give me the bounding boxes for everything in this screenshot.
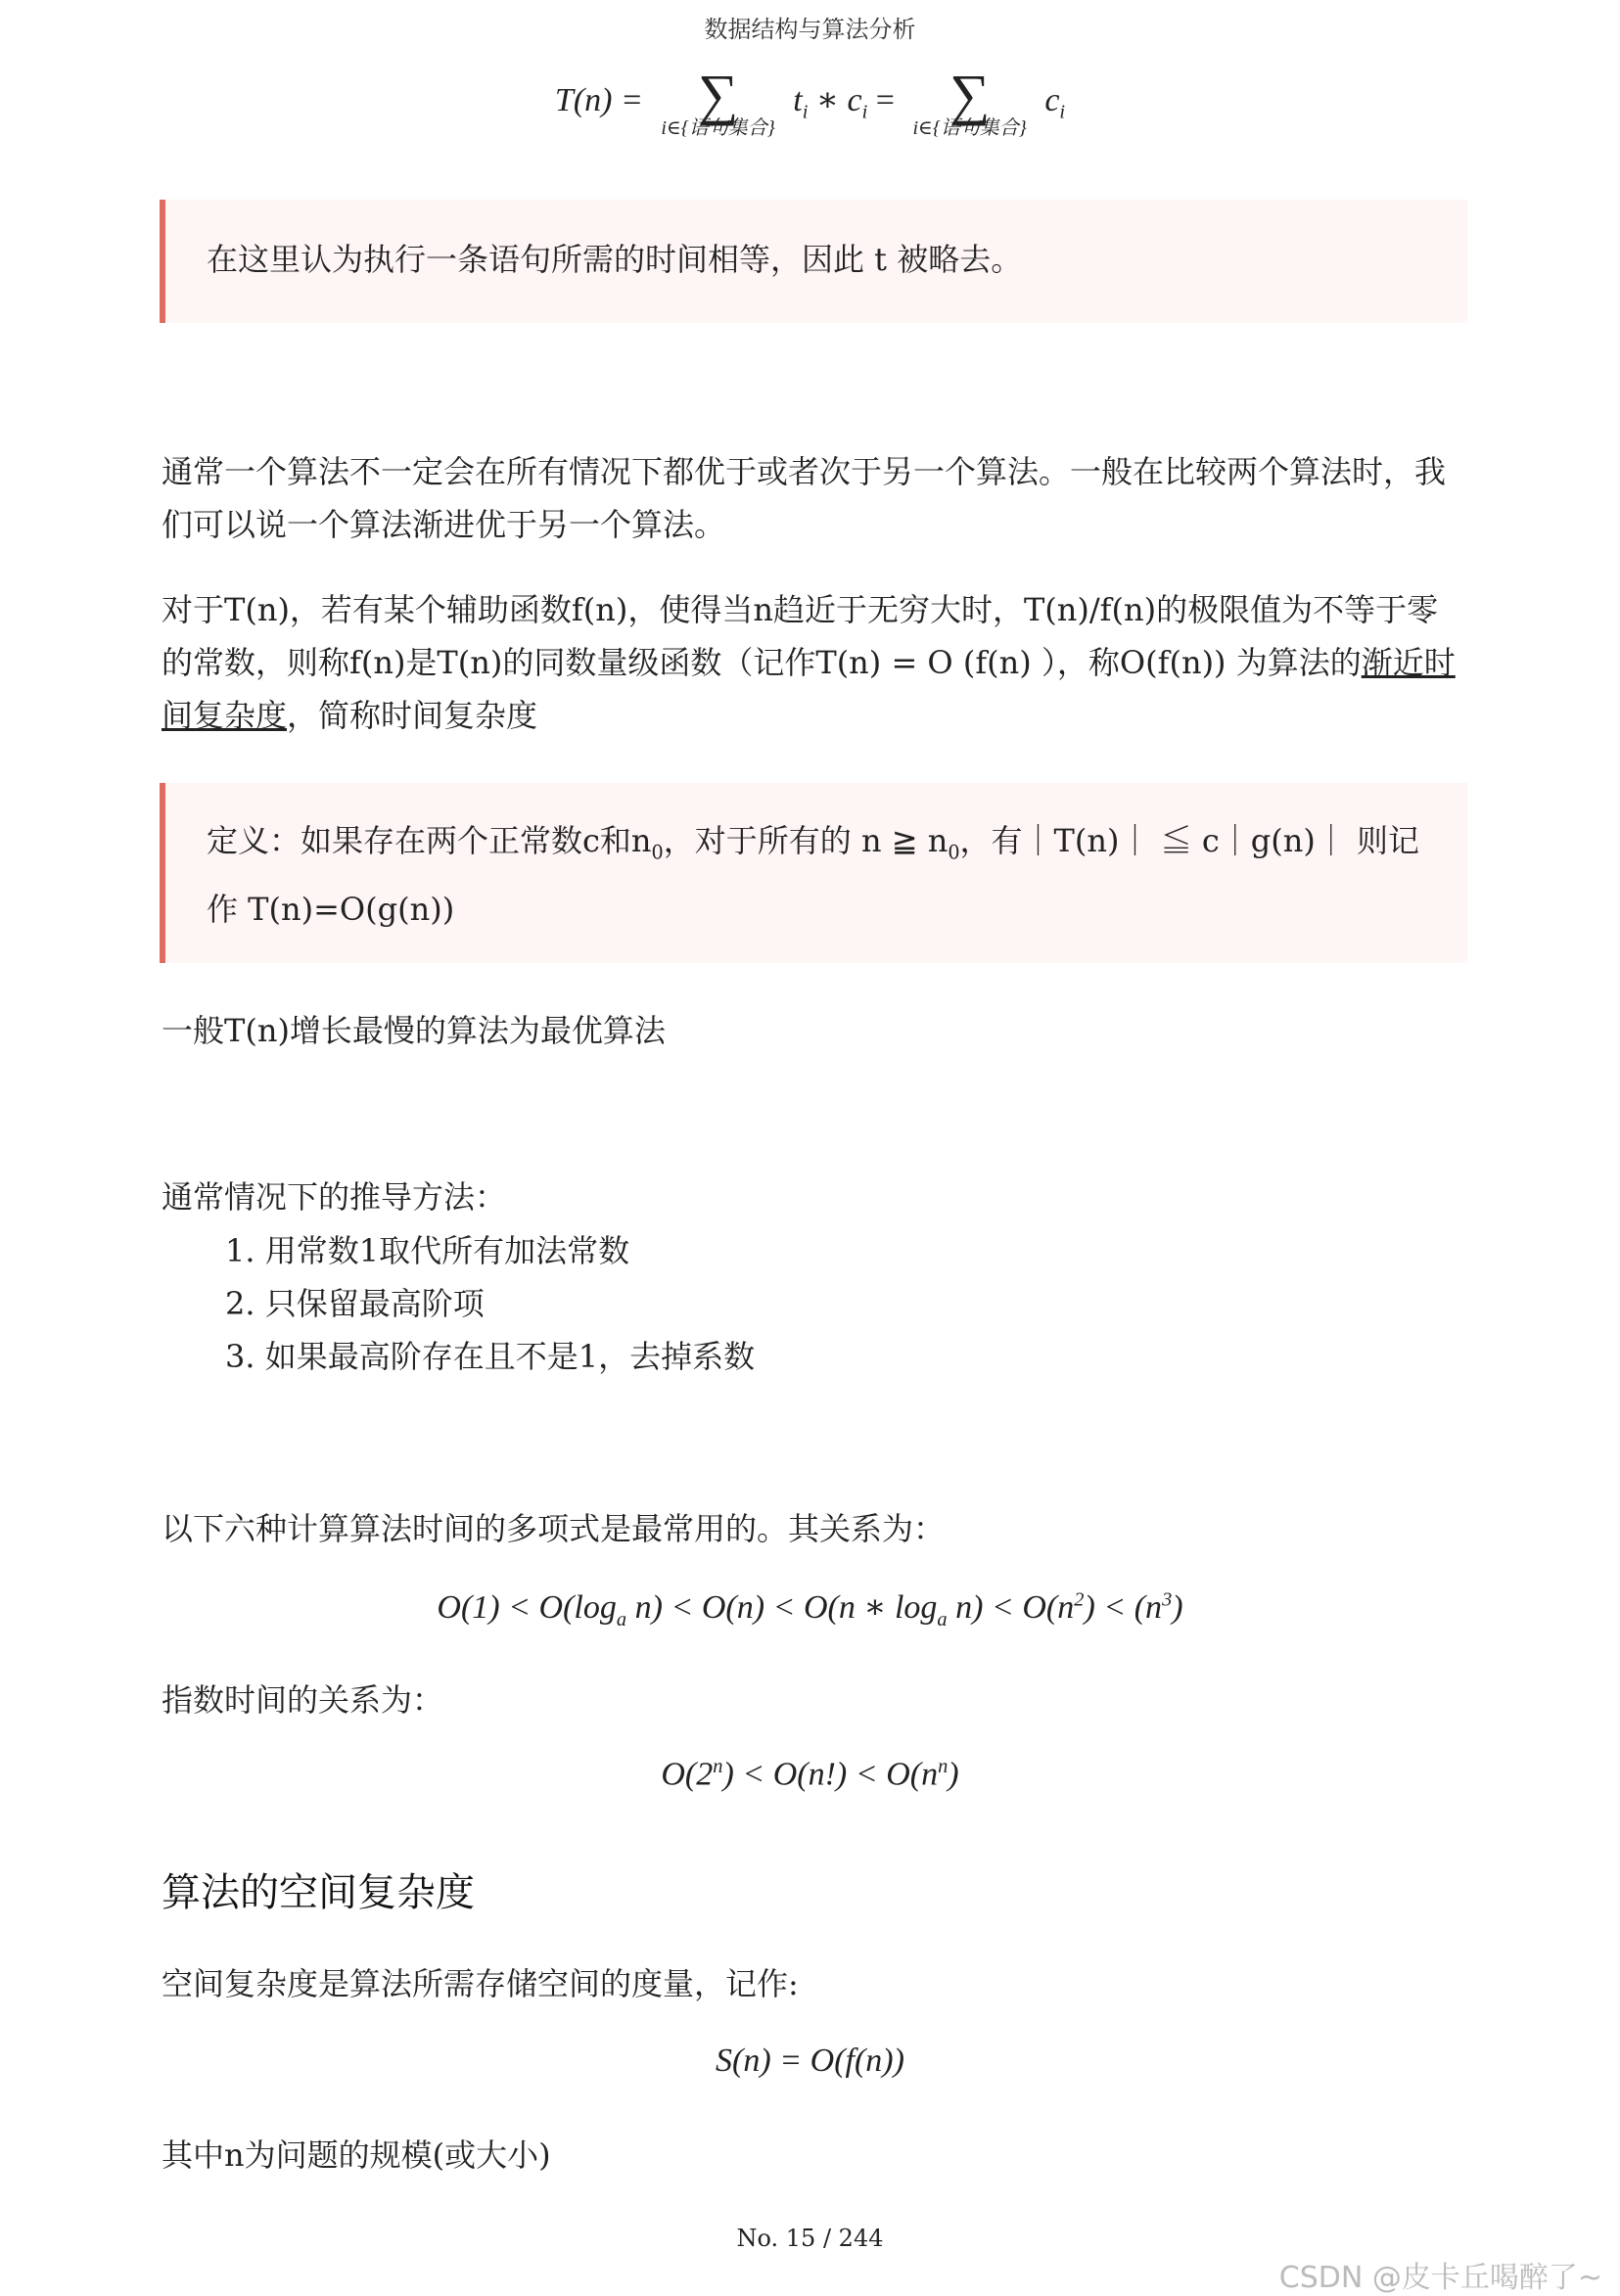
polynomial-formula — [0, 1587, 1620, 1631]
definition-part2: ，对于所有的 n ≧ n — [663, 822, 949, 859]
definition-blockquote — [160, 783, 1467, 963]
page-number: No. 15 / 244 — [736, 2225, 884, 2252]
exp-exp2: n — [938, 1756, 949, 1777]
note-text: 在这里认为执行一条语句所需的时间相等，因此 t 被略去。 — [207, 241, 1023, 278]
paragraph-definition — [162, 583, 1463, 742]
formula-term2: c — [847, 81, 862, 118]
paragraph-exponential: 指数时间的关系为： — [162, 1681, 444, 1719]
formula-term1: t — [793, 81, 803, 118]
definition-quote-text — [165, 783, 1467, 938]
space-formula: S(n) = O(f(n)) — [716, 2043, 904, 2079]
sum-symbol-1: ∑ i∈{语句集合} — [661, 63, 775, 139]
definition-sub2: 0 — [948, 841, 960, 864]
derivation-list — [225, 1224, 755, 1383]
derivation-step: 3. 如果最高阶存在且不是1，去掉系数 — [225, 1338, 756, 1375]
poly-part1: O(1) < O(log — [437, 1589, 617, 1626]
exponential-formula — [0, 1756, 1620, 1793]
document-header: 数据结构与算法分析 — [704, 16, 916, 43]
watermark: CSDN @皮卡丘喝醉了~ — [1278, 2261, 1602, 2295]
space-complexity-term: 空间复杂度 — [162, 1965, 319, 2002]
time-formula — [0, 63, 1620, 139]
paragraph-optimal: 一般T(n)增长最慢的算法为最优算法 — [162, 1012, 666, 1049]
exp-part3: ) — [948, 1756, 959, 1793]
exp-part2: ) < O(n!) < O(n — [722, 1756, 939, 1793]
formula-eq: = — [867, 81, 903, 118]
poly-part4: ) < (n — [1084, 1589, 1163, 1626]
formula-term1-sub: i — [802, 101, 809, 123]
formula-lhs: T(n) = — [554, 81, 652, 118]
poly-part3: n) < O(n — [947, 1589, 1075, 1626]
poly-sub1: a — [616, 1608, 627, 1630]
formula-term3-sub: i — [1059, 101, 1066, 123]
sum-sub-1: i∈{语句集合} — [661, 117, 775, 139]
derivation-intro: 通常情况下的推导方法： — [162, 1178, 507, 1216]
formula-op: ∗ — [808, 81, 848, 118]
paragraph-comparison: 通常一个算法不一定会在所有情况下都优于或者次于另一个算法。一般在比较两个算法时，我们可以说一个算法渐进优于另一个算法。 — [162, 453, 1447, 543]
poly-exp1: 2 — [1074, 1588, 1085, 1611]
paragraph-polynomials: 以下六种计算算法时间的多项式是最常用的。其关系为： — [162, 1510, 946, 1547]
paragraph-scale: 其中n为问题的规模(或大小) — [162, 2136, 551, 2174]
formula-term3: c — [1044, 81, 1060, 118]
paragraph-space — [162, 1957, 1463, 2010]
formula-term2-sub: i — [861, 101, 868, 123]
space-complexity-text: 是算法所需存储空间的度量，记作: — [318, 1965, 799, 2002]
section-heading: 算法的空间复杂度 — [162, 1870, 475, 1915]
poly-part2: n) < O(n) < O(n ∗ log — [626, 1589, 938, 1626]
definition-part1: 定义：如果存在两个正常数c和n — [207, 822, 652, 859]
definition-part3: ，有｜T(n)｜ ≦ c｜g(n)｜ 则记作 T(n)=O(g(n)) — [207, 822, 1419, 929]
definition-tail: ，简称时间复杂度 — [287, 697, 538, 734]
derivation-step: 1. 用常数1取代所有加法常数 — [225, 1232, 630, 1269]
exp-exp1: n — [713, 1756, 723, 1777]
note-blockquote — [160, 200, 1467, 323]
poly-part5: ) — [1172, 1589, 1183, 1626]
definition-sub1: 0 — [651, 841, 664, 864]
definition-text: 对于T(n)，若有某个辅助函数f(n)，使得当n趋近于无穷大时，T(n)/f(n)的极限值为不等于零的常数，则称f(n)是T(n)的同数量级函数（记作T(n) = O (f(n) ），称O(f(n)) 为算法的 — [162, 591, 1439, 681]
asymptotic-complexity-term: 渐近时间复杂度 — [162, 644, 1456, 734]
poly-sub2: a — [937, 1608, 948, 1630]
derivation-step: 2. 只保留最高阶项 — [225, 1285, 485, 1322]
sum-sub-2: i∈{语句集合} — [912, 117, 1027, 139]
sum-symbol-2: ∑ i∈{语句集合} — [912, 63, 1027, 139]
poly-exp2: 3 — [1162, 1588, 1173, 1611]
exp-part1: O(2 — [661, 1756, 714, 1793]
